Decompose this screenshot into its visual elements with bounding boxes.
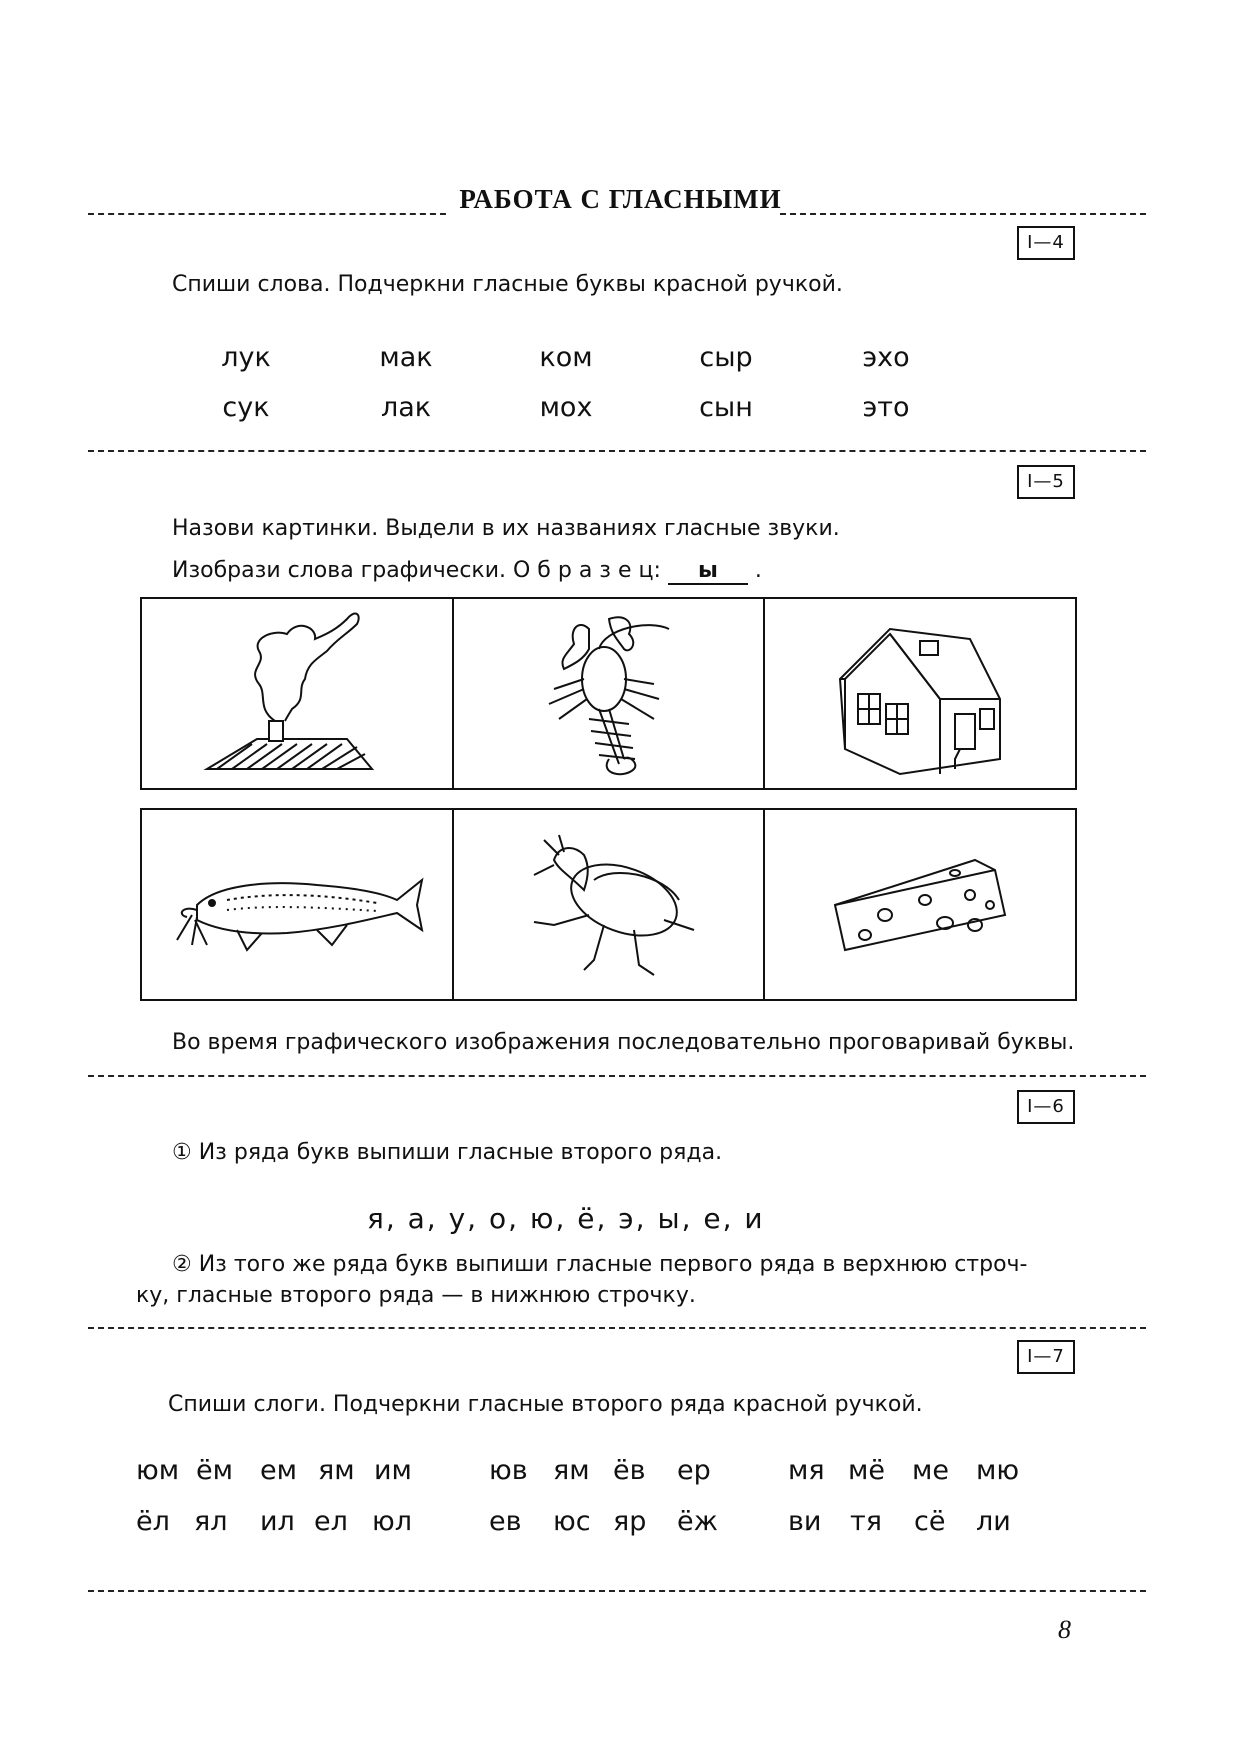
syllable: ям [318,1455,355,1486]
word: эхо [862,342,910,373]
syllable: ил [260,1506,295,1537]
word: сук [222,392,270,423]
divider [780,213,1146,215]
divider [88,1590,1146,1592]
syllable: ем [260,1455,297,1486]
syllable: мё [848,1455,885,1486]
exercise-label: I—4 [1017,226,1075,260]
picture-cell [765,599,1075,788]
crayfish-icon [529,609,689,779]
syllable: ёл [136,1506,170,1537]
syllable: юл [372,1506,412,1537]
word: лак [380,392,432,423]
syllable: ел [314,1506,348,1537]
divider [88,450,1146,452]
syllable: ер [677,1455,711,1486]
divider [88,213,446,215]
syllable: ёж [677,1506,718,1537]
syllable: ям [553,1455,590,1486]
exercise-label: I—6 [1017,1090,1075,1124]
house-icon [830,609,1010,779]
picture-cell [454,599,766,788]
task-text: ① Из ряда букв выпиши гласные второго ряда. [172,1140,723,1165]
word: мак [379,342,433,373]
syllable: сё [914,1506,946,1537]
divider [88,1075,1146,1077]
syllable: юм [136,1455,180,1486]
syllable: яр [613,1506,647,1537]
picture-cell [765,810,1075,999]
word: мох [539,392,593,423]
cheese-icon [825,845,1015,965]
syllable: ли [976,1506,1011,1537]
syllable: ёв [613,1455,646,1486]
syllable: им [374,1455,412,1486]
syllable: ви [788,1506,822,1537]
exercise-label: I—5 [1017,465,1075,499]
catfish-icon [167,845,427,965]
picture-row [140,808,1077,1001]
syllable: мю [976,1455,1020,1486]
word: сыр [699,342,753,373]
beetle-icon [514,830,704,980]
picture-row [140,597,1077,790]
smoke-chimney-icon [197,609,397,779]
vowel-row: я, а, у, о, ю, ё, э, ы, е, и [367,1202,765,1235]
task-text: ку, гласные второго ряда — в нижнюю строчку. [136,1283,696,1308]
word: это [862,392,910,423]
syllable: юс [553,1506,591,1537]
page-number: 8 [1058,1615,1071,1644]
word: сын [699,392,753,423]
task-text: Изобрази слова графически. О б р а з е ц: [172,558,661,583]
page-title: РАБОТА С ГЛАСНЫМИ [459,184,782,214]
task-text: . [754,558,762,583]
syllable: ял [194,1506,228,1537]
syllable: ев [489,1506,522,1537]
picture-cell [142,810,454,999]
syllable: ме [912,1455,949,1486]
task-text: Спиши слова. Подчеркни гласные буквы красной ручкой. [172,272,843,297]
divider [88,1327,1146,1329]
syllable: юв [489,1455,528,1486]
picture-cell [454,810,766,999]
sample-scheme: ы [668,558,748,585]
picture-cell [142,599,454,788]
task-text [172,558,762,585]
word: лук [221,342,271,373]
syllable: ём [196,1455,233,1486]
task-text: Спиши слоги. Подчеркни гласные второго ряда красной ручкой. [168,1392,923,1417]
task-text: Назови картинки. Выдели в их названиях гласные звуки. [172,516,840,541]
syllable: тя [850,1506,882,1537]
note-text: Во время графического изображения последовательно проговаривай буквы. [172,1030,1075,1055]
word: ком [539,342,593,373]
task-text: ② Из того же ряда букв выпиши гласные первого ряда в верхнюю строч- [172,1252,1028,1277]
exercise-label: I—7 [1017,1340,1075,1374]
syllable: мя [788,1455,825,1486]
